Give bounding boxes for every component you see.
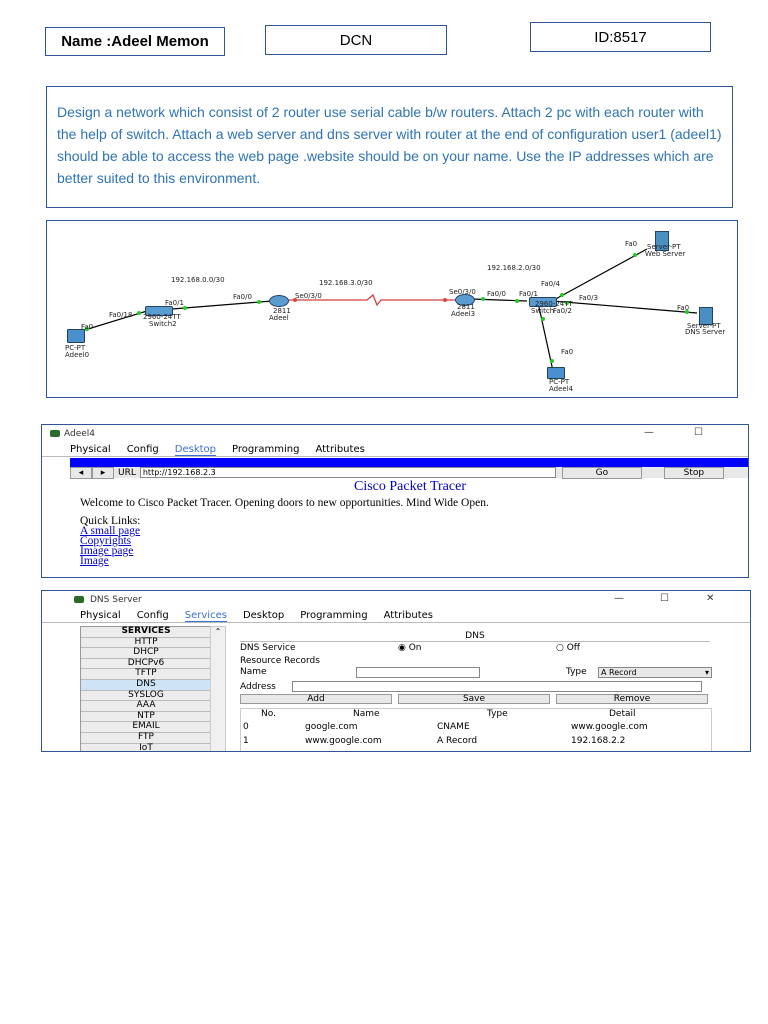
record-1-type[interactable]: A Record [437,736,478,746]
tab-bar [42,609,750,623]
switch2-port-pc: Fa0/18 [109,311,133,319]
address-input[interactable] [292,681,702,692]
col-header-detail: Detail [609,709,636,719]
go-button[interactable]: Go [562,467,642,479]
pc4-type: PC-PT [549,378,570,386]
link-copyrights[interactable]: Copyrights [80,535,132,547]
subject-box [265,25,447,55]
tab-config[interactable]: Config [126,444,159,455]
type-select[interactable] [598,667,712,678]
resource-records-label: Resource Records [240,656,320,666]
service-dhcpv6[interactable]: DHCPv6 [81,659,211,670]
service-http[interactable]: HTTP [81,638,211,649]
router-left-port-serial: Se0/3/0 [295,292,322,300]
dns-service-label: DNS Service [240,643,296,653]
close-icon[interactable]: ✕ [706,593,715,604]
col-header-type: Type [487,709,508,719]
tab-physical[interactable]: Physical [80,610,121,621]
col-header-name: Name [353,709,380,719]
switch2-name: Switch2 [149,320,177,328]
record-0-name[interactable]: google.com [305,722,358,732]
task-text: Design a network which consist of 2 router use serial cable b/w routers. Attach 2 pc with each router with the help of switch. Attach a web server and dns server with router at the end of configuration user1 (adeel1) should be able to access the web page .website should be on your name. Use the IP addresses which are better suited to this environment. [57,104,722,186]
records-table [240,708,712,752]
dns-on-radio[interactable]: ◉ On [398,643,422,653]
subject: DCN [339,31,373,49]
link-switch-webserver [552,249,647,301]
service-dns[interactable]: DNS [81,680,211,691]
web-server-port: Fa0 [625,240,638,248]
net-left-label: 192.168.0.0/30 [171,276,225,284]
type-label: Type [566,667,587,677]
name-label: Name [240,667,267,677]
address-label: Address [240,682,276,692]
tab-desktop[interactable]: Desktop [174,443,217,455]
service-iot[interactable]: IoT [81,744,211,752]
router-right-port-serial: Se0/3/0 [449,288,476,296]
dns-server-name: DNS Server [685,328,726,336]
switch2-port-up: Fa0/1 [165,299,184,307]
maximize-icon[interactable]: ☐ [660,593,669,604]
tab-programming[interactable]: Programming [300,610,368,621]
link-image[interactable]: Image [80,555,109,567]
type-select-value: A Record [601,668,637,677]
pc4-port: Fa0 [561,348,574,356]
pc-desktop-window [41,424,749,578]
url-label: URL [118,467,136,478]
welcome-text: Welcome to Cisco Packet Tracer. Opening doors to new opportunities. Mind Wide Open. [80,497,489,509]
packet-tracer-icon [74,596,84,603]
tab-services[interactable]: Services [184,609,227,621]
switch-port-pc: Fa0/2 [553,307,572,315]
panel-title: DNS [465,631,485,641]
router-right-port-lan: Fa0/0 [487,290,506,298]
col-header-no: No. [261,709,276,719]
url-input[interactable]: http://192.168.2.3 [140,467,556,478]
record-0-detail[interactable]: www.google.com [571,722,648,732]
browser-content [70,478,749,578]
forward-icon[interactable]: ▸ [92,467,114,479]
tab-physical[interactable]: Physical [70,444,111,455]
back-icon[interactable]: ◂ [70,467,92,479]
window-titlebar [42,591,750,609]
services-scrollbar[interactable]: ⌃ [210,626,226,752]
window-title: Adeel4 [64,429,96,439]
record-0-no[interactable]: 0 [243,722,249,732]
service-aaa[interactable]: AAA [81,701,211,712]
dns-server-window [41,590,751,752]
switch2-model: 2960-24TT [143,313,181,321]
off-label: Off [566,643,581,653]
dns-server-port: Fa0 [677,304,690,312]
tab-bar [42,443,748,457]
link-switch2-router [172,301,272,309]
switch-port-up: Fa0/1 [519,290,538,298]
switch-name: Switch [531,307,555,315]
net-serial-label: 192.168.3.0/30 [319,279,373,287]
name-input[interactable] [356,667,480,678]
quick-links-label: Quick Links: [80,515,141,527]
link-switch-dnsserver [552,301,697,313]
chevron-down-icon: ▾ [704,668,709,677]
tab-attributes[interactable]: Attributes [315,444,365,455]
dns-panel [240,626,712,752]
pc4-name: Adeel4 [549,385,574,393]
pc0-type: PC-PT [65,344,86,352]
router-left-port-lan: Fa0/0 [233,293,252,301]
student-id: ID:8517 [594,28,647,46]
minimize-icon[interactable]: — [644,427,654,438]
service-syslog[interactable]: SYSLOG [81,691,211,702]
minimize-icon[interactable]: — [614,593,624,604]
url-bar [70,467,749,478]
web-server-name: Web Server [645,250,686,258]
net-right-label: 192.168.2.0/30 [487,264,541,272]
tab-attributes[interactable]: Attributes [383,610,433,621]
link-image-page[interactable]: Image page [80,545,134,557]
packet-tracer-icon [50,430,60,437]
save-button[interactable]: Save [398,694,550,704]
on-label: On [408,643,422,653]
tab-programming[interactable]: Programming [232,444,300,455]
pc-icon[interactable] [67,329,85,343]
browser-title-bar [70,458,749,467]
tab-config[interactable]: Config [136,610,169,621]
dns-off-radio[interactable]: ○ Off [556,643,581,653]
switch-model: 2960-24TT [535,300,573,308]
router-icon[interactable] [269,295,289,307]
window-title: DNS Server [90,595,142,605]
network-topology [46,220,738,398]
pc0-port: Fa0 [81,323,94,331]
student-id-box [530,22,711,52]
record-1-name[interactable]: www.google.com [305,736,382,746]
tab-desktop[interactable]: Desktop [242,610,285,621]
task-description [46,86,733,208]
service-ntp[interactable]: NTP [81,712,211,723]
router-left-model: 2811 [273,307,291,315]
remove-button[interactable]: Remove [556,694,708,704]
stop-button[interactable]: Stop [664,467,724,479]
window-titlebar [42,425,748,443]
page-heading: Cisco Packet Tracer [354,479,466,494]
add-button[interactable]: Add [240,694,392,704]
pc0-name: Adeel0 [65,351,90,359]
services-list [80,626,212,752]
record-1-no[interactable]: 1 [243,736,249,746]
router-right-model: 2811 [457,303,475,311]
services-header: SERVICES [81,627,211,638]
link-small-page[interactable]: A small page [80,525,141,537]
service-email[interactable]: EMAIL [81,722,211,733]
maximize-icon[interactable]: ☐ [694,427,703,438]
service-dhcp[interactable]: DHCP [81,648,211,659]
service-tftp[interactable]: TFTP [81,669,211,680]
router-right-name: Adeel3 [451,310,476,318]
record-0-type[interactable]: CNAME [437,722,470,732]
record-1-detail[interactable]: 192.168.2.2 [571,736,626,746]
web-server-type: Server-PT [647,243,681,251]
service-ftp[interactable]: FTP [81,733,211,744]
student-name: Name :Adeel Memon [61,33,209,50]
dns-server-type: Server-PT [687,322,721,330]
switch-port-web: Fa0/4 [541,280,560,288]
switch-port-dns: Fa0/3 [579,294,598,302]
student-name-box [45,27,225,56]
router-left-name: Adeel [269,314,289,322]
